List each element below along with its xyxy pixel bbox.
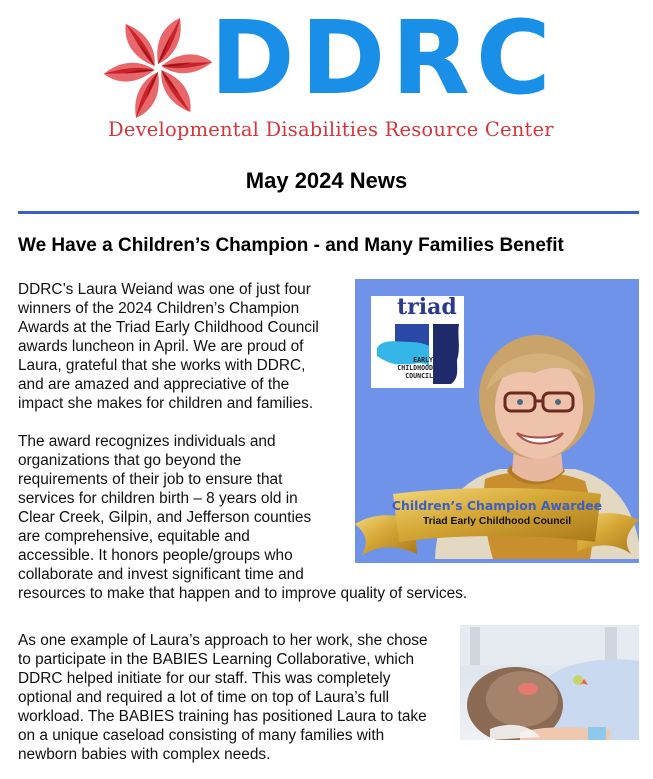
text-line: workload. The BABIES training has positioned Laura to take (18, 708, 427, 725)
text-line: newborn babies with complex needs. (18, 746, 271, 763)
masthead (0, 0, 653, 150)
text-line: are comprehensive, equitable and (18, 528, 250, 545)
text-line: DDRC’s Laura Weiand was one of just four (18, 281, 311, 298)
text-line: resources to make that happen and to improve quality of services. (18, 585, 468, 602)
text-line: organizations that go beyond the (18, 452, 242, 469)
article-paragraph-3 (18, 631, 428, 764)
triad-ecc-logo (371, 296, 464, 388)
triad-wordmark: triad (397, 294, 457, 320)
newborn-photo (460, 625, 639, 740)
ribbon-title: Children’s Champion Awardee (391, 498, 603, 513)
article-title: We Have a Children’s Champion - and Many Families Benefit (18, 235, 564, 256)
text-line: and are amazed and appreciative of the (18, 376, 290, 393)
text-line: As one example of Laura’s approach to her work, she chose (18, 632, 428, 649)
text-line: DDRC helped initiate for our staff. This was completely (18, 670, 391, 687)
issue-title: May 2024 News (245, 168, 408, 193)
brand-wordmark: DDRC (210, 0, 557, 118)
text-line: collaborate and invest significant time and (18, 566, 304, 583)
text-line: winners of the 2024 Children’s Champion (18, 300, 300, 317)
section-divider (18, 211, 639, 214)
text-line: Clear Creek, Gilpin, and Jefferson counties (18, 509, 312, 526)
text-line: awards luncheon in April. We are proud of (18, 338, 304, 355)
triad-logo-caption: EARLY CHILDHOOD COUNCIL (397, 356, 433, 380)
text-line: optional and required a lot of time on top of Laura’s full (18, 689, 390, 706)
text-line: The award recognizes individuals and (18, 433, 276, 450)
award-photo (355, 279, 639, 563)
text-line: accessible. It honors people/groups who (18, 547, 293, 564)
text-line: services for children birth – 8 years old in (18, 490, 298, 507)
text-line: to participate in the BABIES Learning Collaborative, which (18, 651, 415, 668)
text-line: Laura, grateful that she works with DDRC, (18, 357, 306, 374)
text-line: Awards at the Triad Early Childhood Council (18, 319, 319, 336)
text-line: requirements of their job to ensure that (18, 471, 283, 488)
ribbon-subtitle: Triad Early Childhood Council (422, 516, 572, 527)
text-line: impact she makes for children and families. (18, 395, 314, 412)
newborn-baby-image (460, 625, 639, 740)
brand-tagline: Developmental Disabilities Resource Center (108, 118, 554, 141)
text-line: on a unique caseload consisting of many families with (18, 727, 385, 744)
article-paragraph-1 (18, 280, 319, 413)
pinwheel-icon (104, 14, 212, 122)
